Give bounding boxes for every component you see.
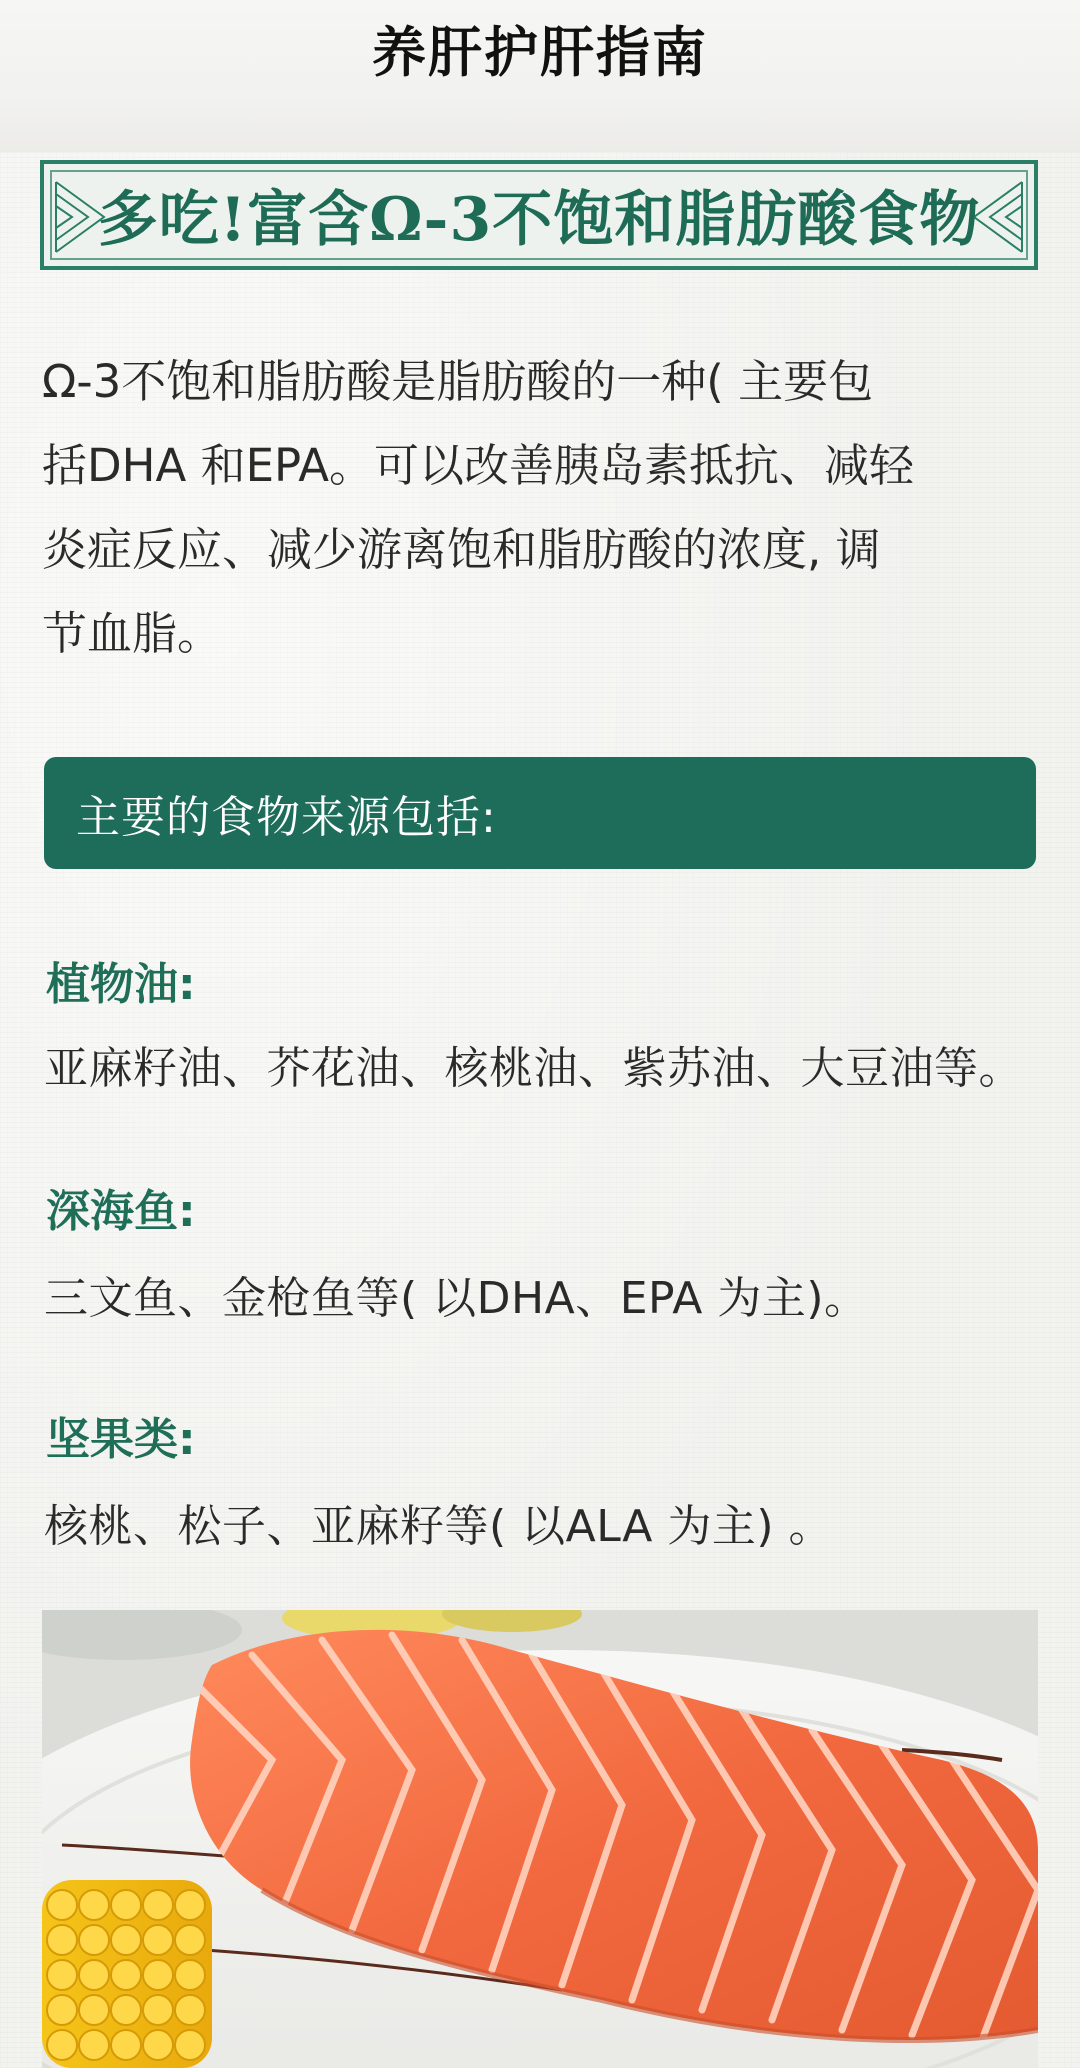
category-title-plant-oil: 植物油: bbox=[46, 959, 196, 1010]
category-desc-plant-oil: 亚麻籽油、芥花油、核桃油、紫苏油、大豆油等。 bbox=[44, 1043, 1023, 1094]
category-desc-deep-sea-fish: 三文鱼、金枪鱼等( 以DHA、EPA 为主)。 bbox=[44, 1273, 869, 1324]
section-header-bar bbox=[44, 757, 1036, 869]
intro-paragraph: Ω-3不饱和脂肪酸是脂肪酸的一种( 主要包 括DHA 和EPA。可以改善胰岛素抵抗、减轻 炎症反应、减少游离饱和脂肪酸的浓度, 调 节血脂。 bbox=[42, 355, 915, 660]
page-title: 养肝护肝指南 bbox=[372, 21, 708, 84]
category-title-nuts: 坚果类: bbox=[46, 1414, 196, 1465]
category-desc-nuts: 核桃、松子、亚麻籽等( 以ALA 为主) 。 bbox=[44, 1501, 834, 1552]
category-title-deep-sea-fish: 深海鱼: bbox=[46, 1186, 196, 1237]
headline-text: 多吃!富含Ω-3不饱和脂肪酸食物 bbox=[97, 185, 981, 255]
salmon-photo bbox=[42, 1610, 1038, 2068]
headline-banner bbox=[40, 160, 1038, 270]
section-header-text: 主要的食物来源包括: bbox=[76, 792, 497, 843]
